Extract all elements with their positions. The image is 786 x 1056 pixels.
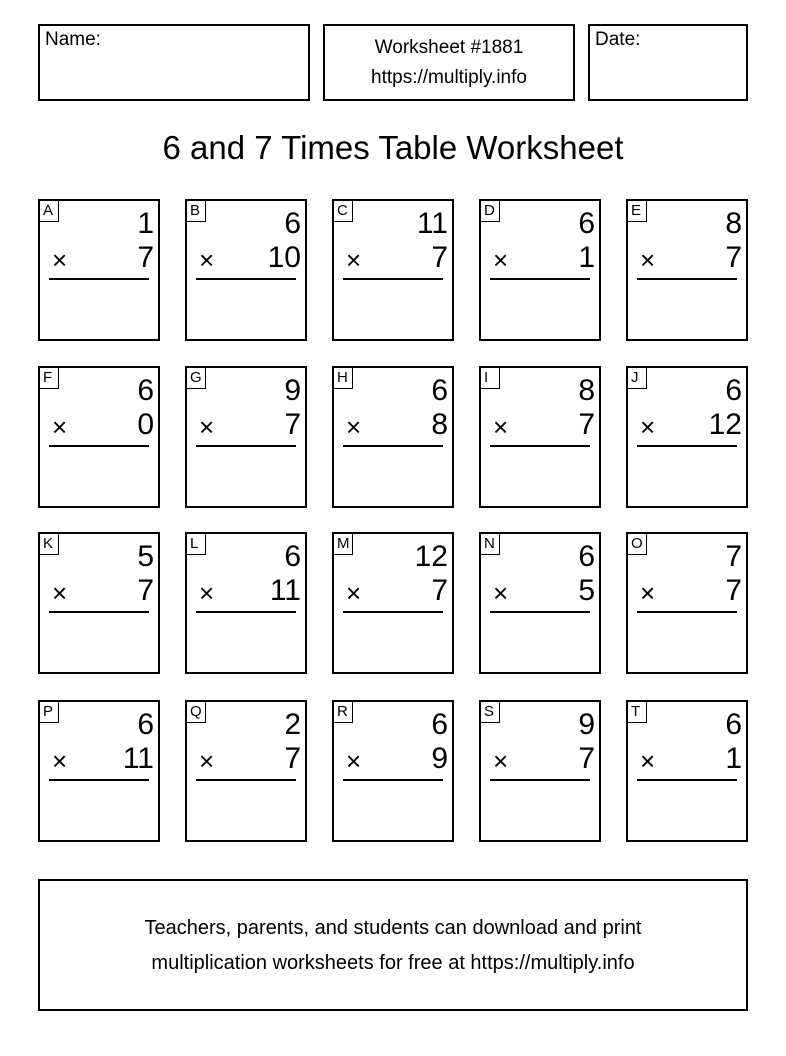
times-sign: ×: [640, 578, 656, 608]
multiplicand: 6: [725, 374, 742, 407]
times-sign: ×: [493, 245, 509, 275]
problem-card: [479, 532, 601, 674]
multiplicand: 5: [137, 540, 154, 573]
multiplicand: 6: [725, 708, 742, 741]
times-sign: ×: [52, 746, 68, 776]
multiplier: 7: [431, 574, 448, 607]
multiplier: 7: [578, 742, 595, 775]
footer-line-2: multiplication worksheets for free at https://multiply.info: [151, 952, 635, 974]
times-sign: ×: [493, 412, 509, 442]
answer-line: [196, 445, 296, 447]
problem-card: [332, 700, 454, 842]
answer-line: [490, 611, 590, 613]
times-sign: ×: [199, 412, 215, 442]
answer-line: [343, 278, 443, 280]
times-sign: ×: [640, 746, 656, 776]
multiplier: 10: [267, 241, 301, 274]
multiplicand: 7: [725, 540, 742, 573]
problem-letter: H: [333, 367, 353, 389]
problem-letter: J: [627, 367, 647, 389]
problem-card: [332, 532, 454, 674]
multiplicand: 9: [578, 708, 595, 741]
answer-line: [637, 779, 737, 781]
answer-line: [490, 779, 590, 781]
problem-card: [185, 700, 307, 842]
problem-card: [38, 532, 160, 674]
page-title: 6 and 7 Times Table Worksheet: [162, 129, 624, 166]
problem-letter: G: [186, 367, 206, 389]
multiplicand: 6: [284, 207, 301, 240]
name-label: Name:: [45, 29, 101, 50]
multiplier: 11: [269, 574, 301, 607]
problem-card: [332, 366, 454, 508]
times-sign: ×: [493, 578, 509, 608]
multiplier: 12: [708, 408, 742, 441]
answer-line: [196, 611, 296, 613]
footer-box: [38, 879, 748, 1011]
multiplicand: 2: [284, 708, 301, 741]
problem-card: [38, 700, 160, 842]
multiplicand: 8: [578, 374, 595, 407]
problem-card: [626, 366, 748, 508]
problem-letter: O: [627, 533, 647, 555]
times-sign: ×: [199, 746, 215, 776]
multiplicand: 6: [578, 540, 595, 573]
answer-line: [49, 779, 149, 781]
multiplicand: 6: [431, 708, 448, 741]
answer-line: [49, 611, 149, 613]
multiplier: 0: [137, 408, 154, 441]
answer-line: [637, 445, 737, 447]
problem-card: [479, 700, 601, 842]
times-sign: ×: [52, 578, 68, 608]
times-sign: ×: [52, 412, 68, 442]
answer-line: [637, 611, 737, 613]
problem-letter: I: [480, 367, 500, 389]
problem-letter: Q: [186, 701, 206, 723]
problem-letter: D: [480, 200, 500, 222]
multiplier: 7: [284, 742, 301, 775]
answer-line: [196, 278, 296, 280]
multiplicand: 12: [414, 540, 448, 573]
footer-line-1: Teachers, parents, and students can download and print: [144, 917, 642, 939]
times-sign: ×: [346, 578, 362, 608]
multiplier: 11: [122, 742, 154, 775]
problem-letter: F: [39, 367, 59, 389]
problem-letter: T: [627, 701, 647, 723]
times-sign: ×: [640, 412, 656, 442]
multiplicand: 8: [725, 207, 742, 240]
problem-card: [626, 199, 748, 341]
answer-line: [343, 611, 443, 613]
worksheet-number: Worksheet #1881: [374, 37, 524, 58]
problem-card: [626, 532, 748, 674]
multiplier: 9: [431, 742, 448, 775]
answer-line: [343, 779, 443, 781]
times-sign: ×: [199, 245, 215, 275]
problem-letter: N: [480, 533, 500, 555]
name-field[interactable]: [38, 24, 310, 101]
multiplicand: 6: [284, 540, 301, 573]
problem-card: [626, 700, 748, 842]
times-sign: ×: [199, 578, 215, 608]
problem-letter: B: [186, 200, 206, 222]
problem-letter: K: [39, 533, 59, 555]
multiplier: 7: [725, 241, 742, 274]
date-field[interactable]: [588, 24, 748, 101]
multiplicand: 1: [137, 207, 154, 240]
multiplier: 1: [578, 241, 595, 274]
multiplicand: 9: [284, 374, 301, 407]
date-label: Date:: [595, 29, 641, 50]
answer-line: [490, 278, 590, 280]
multiplicand: 6: [431, 374, 448, 407]
problem-letter: M: [333, 533, 353, 555]
answer-line: [343, 445, 443, 447]
problem-card: [38, 199, 160, 341]
problem-card: [479, 199, 601, 341]
multiplier: 7: [431, 241, 448, 274]
answer-line: [490, 445, 590, 447]
problem-letter: A: [39, 200, 59, 222]
multiplier: 8: [431, 408, 448, 441]
multiplicand: 6: [578, 207, 595, 240]
worksheet-url: https://multiply.info: [371, 67, 527, 88]
problem-letter: C: [333, 200, 353, 222]
times-sign: ×: [493, 746, 509, 776]
multiplier: 7: [578, 408, 595, 441]
problem-letter: R: [333, 701, 353, 723]
worksheet-info-box: [323, 24, 575, 101]
answer-line: [637, 278, 737, 280]
times-sign: ×: [640, 245, 656, 275]
problem-letter: L: [186, 533, 206, 555]
multiplier: 1: [725, 742, 742, 775]
answer-line: [49, 278, 149, 280]
times-sign: ×: [346, 245, 362, 275]
multiplier: 7: [137, 574, 154, 607]
multiplier: 7: [137, 241, 154, 274]
problem-letter: E: [627, 200, 647, 222]
problem-letter: S: [480, 701, 500, 723]
answer-line: [196, 779, 296, 781]
problem-card: [38, 366, 160, 508]
problem-card: [185, 199, 307, 341]
times-sign: ×: [346, 746, 362, 776]
multiplicand: 11: [416, 207, 448, 240]
problem-letter: P: [39, 701, 59, 723]
multiplier: 7: [284, 408, 301, 441]
times-sign: ×: [52, 245, 68, 275]
problem-card: [185, 532, 307, 674]
multiplier: 7: [725, 574, 742, 607]
multiplier: 5: [578, 574, 595, 607]
multiplicand: 6: [137, 374, 154, 407]
times-sign: ×: [346, 412, 362, 442]
problem-card: [332, 199, 454, 341]
problem-card: [479, 366, 601, 508]
problem-card: [185, 366, 307, 508]
answer-line: [49, 445, 149, 447]
multiplicand: 6: [137, 708, 154, 741]
